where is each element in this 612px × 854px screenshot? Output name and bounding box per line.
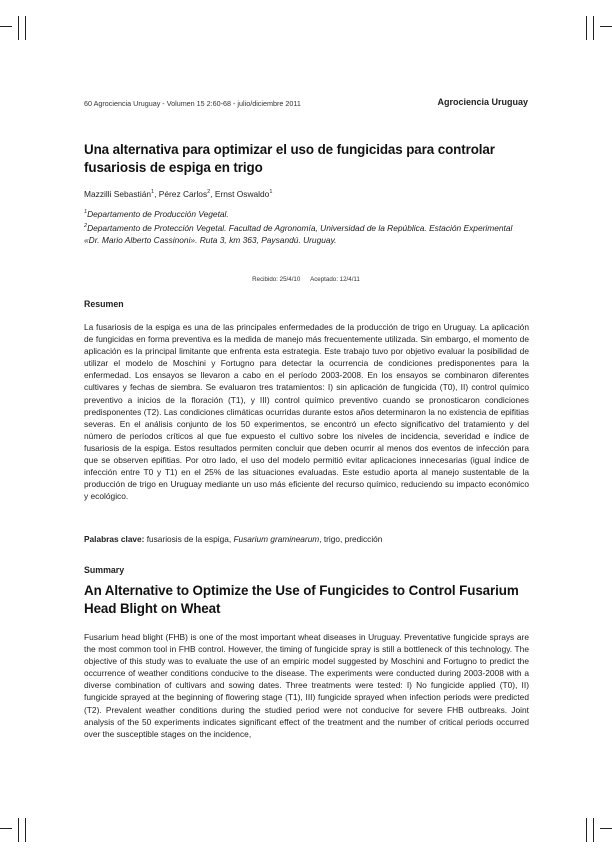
resumen-heading: Resumen [84, 299, 124, 309]
author-sep: , [210, 189, 215, 199]
author-name: Pérez Carlos [158, 189, 208, 199]
crop-mark [600, 828, 612, 829]
crop-mark [600, 26, 612, 27]
summary-text: Fusarium head blight (FHB) is one of the most important wheat diseases in Uruguay. Preventative fungicide sprays are the most common tool in FHB control. However, the timing of fungicide spray is still a bottleneck of this technology. The objective of this study was to evaluate the use of an empiric model suggested by Moschini and Fortugno to predict the occurrence of weather conditions conducive to the disease. The experiments were conducted during 2003-2008 with a diverse combination of cultivars and sowing dates. Three treatments were tested: I) No fungicide applied (T0), II) fungicide sprayed at the beginning of flowering stage (T1), III) fungicide sprayed when infection periods were predicted (T2). Prevalent weather conditions during the studied period were not conducive for severe FHB outbreaks. Joint analysis of the 50 experiments indicates significant effect of the treatment and the number of critical periods occurred over the susceptible stages on the incidence, [84, 632, 529, 739]
keywords-text-end: , trigo, predicción [319, 534, 383, 544]
keywords-label: Palabras clave: [84, 534, 145, 544]
crop-mark [0, 26, 12, 27]
author-list [84, 189, 272, 199]
summary-heading: Summary [84, 565, 125, 575]
header-journal: Agrociencia Uruguay [437, 97, 528, 107]
keywords-species: Fusarium graminearum [233, 534, 320, 544]
author-name: Ernst Oswaldo [214, 189, 270, 199]
keywords-text: fusariosis de la espiga, [144, 534, 234, 544]
crop-mark [586, 818, 587, 842]
author-sep: , [154, 189, 159, 199]
affiliation [84, 222, 529, 247]
received-date: Recibido: 25/4/10 [252, 276, 301, 283]
crop-mark [586, 16, 587, 40]
author-name: Mazzilli Sebastián [84, 189, 152, 199]
resumen-text: La fusariosis de la espiga es una de las principales enfermedades de la producción de trigo en Uruguay. La aplicación de fungicidas en forma preventiva es la medida de manejo más frecuentemente utilizada. Sin embargo, el momento de aplicación es la principal limitante que enfrenta esta estrategia. Este trabajo tuvo por objetivo evaluar la posibilidad de utilizar el modelo de Moschini y Fortugno para detectar la ocurrencia de condiciones predisponentes para la enfermedad. Los ensayos se llevaron a cabo en el período 2003-2008. En los ensayos se combinaron diferentes cultivares y fechas de siembra. Se evaluaron tres tratamientos: I) sin aplicación de fungicida (T0), II) control químico preventivo a inicios de la floración (T1), y III) control químico preventivo cuando se pronosticaron condiciones predisponentes (T2). Las condiciones climáticas ocurridas durante estos años determinaron la no existencia de epifitias severas. En el análisis conjunto de los 50 experimentos, se encontró un efecto significativo del tratamiento y del número de períodos críticos al que fue expuesto el cultivo sobre los niveles de incidencia, severidad e índice de fusariosis de la espiga. Estos resultados permiten concluir que deben ocurrir al menos dos eventos de infección para que se observen epifitias. Por otro lado, el uso del modelo permitió evitar aplicaciones innecesarias (igual índice de infección entre T0 y T1) en el 25% de las situaciones evaluadas. Este estudio aporta al manejo sustentable de la producción de trigo en Uruguay mediante un uso más eficiente del recurso químico, reduciendo su impacto económico y ecológico. [84, 322, 529, 502]
received-accepted-dates [0, 276, 612, 283]
keywords [84, 534, 382, 544]
article-title: Una alternativa para optimizar el uso de fungicidas para controlar fusariosis de espiga en trigo [84, 142, 495, 175]
affiliation-text: Departamento de Producción Vegetal. [87, 209, 229, 219]
accepted-date: Aceptado: 12/4/11 [310, 276, 360, 283]
crop-mark [25, 818, 26, 842]
author-sup: 2 [207, 189, 211, 196]
affiliation [84, 208, 529, 220]
running-header [84, 97, 528, 111]
crop-mark [593, 818, 594, 842]
crop-mark [0, 828, 12, 829]
affiliation-sup: 1 [84, 209, 88, 216]
crop-mark [18, 16, 19, 40]
crop-mark [593, 16, 594, 40]
author-sup: 1 [269, 189, 273, 196]
english-title: An Alternative to Optimize the Use of Fungicides to Control Fusarium Head Blight on Wheat [84, 583, 519, 616]
affiliation-text: Departamento de Protección Vegetal. Facultad de Agronomía, Universidad de la República. Estación Experimental «Dr. Mario Alberto Cassinoni». Ruta 3, km 363, Paysandú. Uruguay. [84, 223, 513, 246]
affiliation-sup: 2 [84, 223, 88, 230]
crop-mark [25, 16, 26, 40]
crop-mark [18, 818, 19, 842]
header-citation: 60 Agrociencia Uruguay - Volumen 15 2:60-68 - julio/diciembre 2011 [84, 99, 301, 108]
author-sup: 1 [151, 189, 155, 196]
